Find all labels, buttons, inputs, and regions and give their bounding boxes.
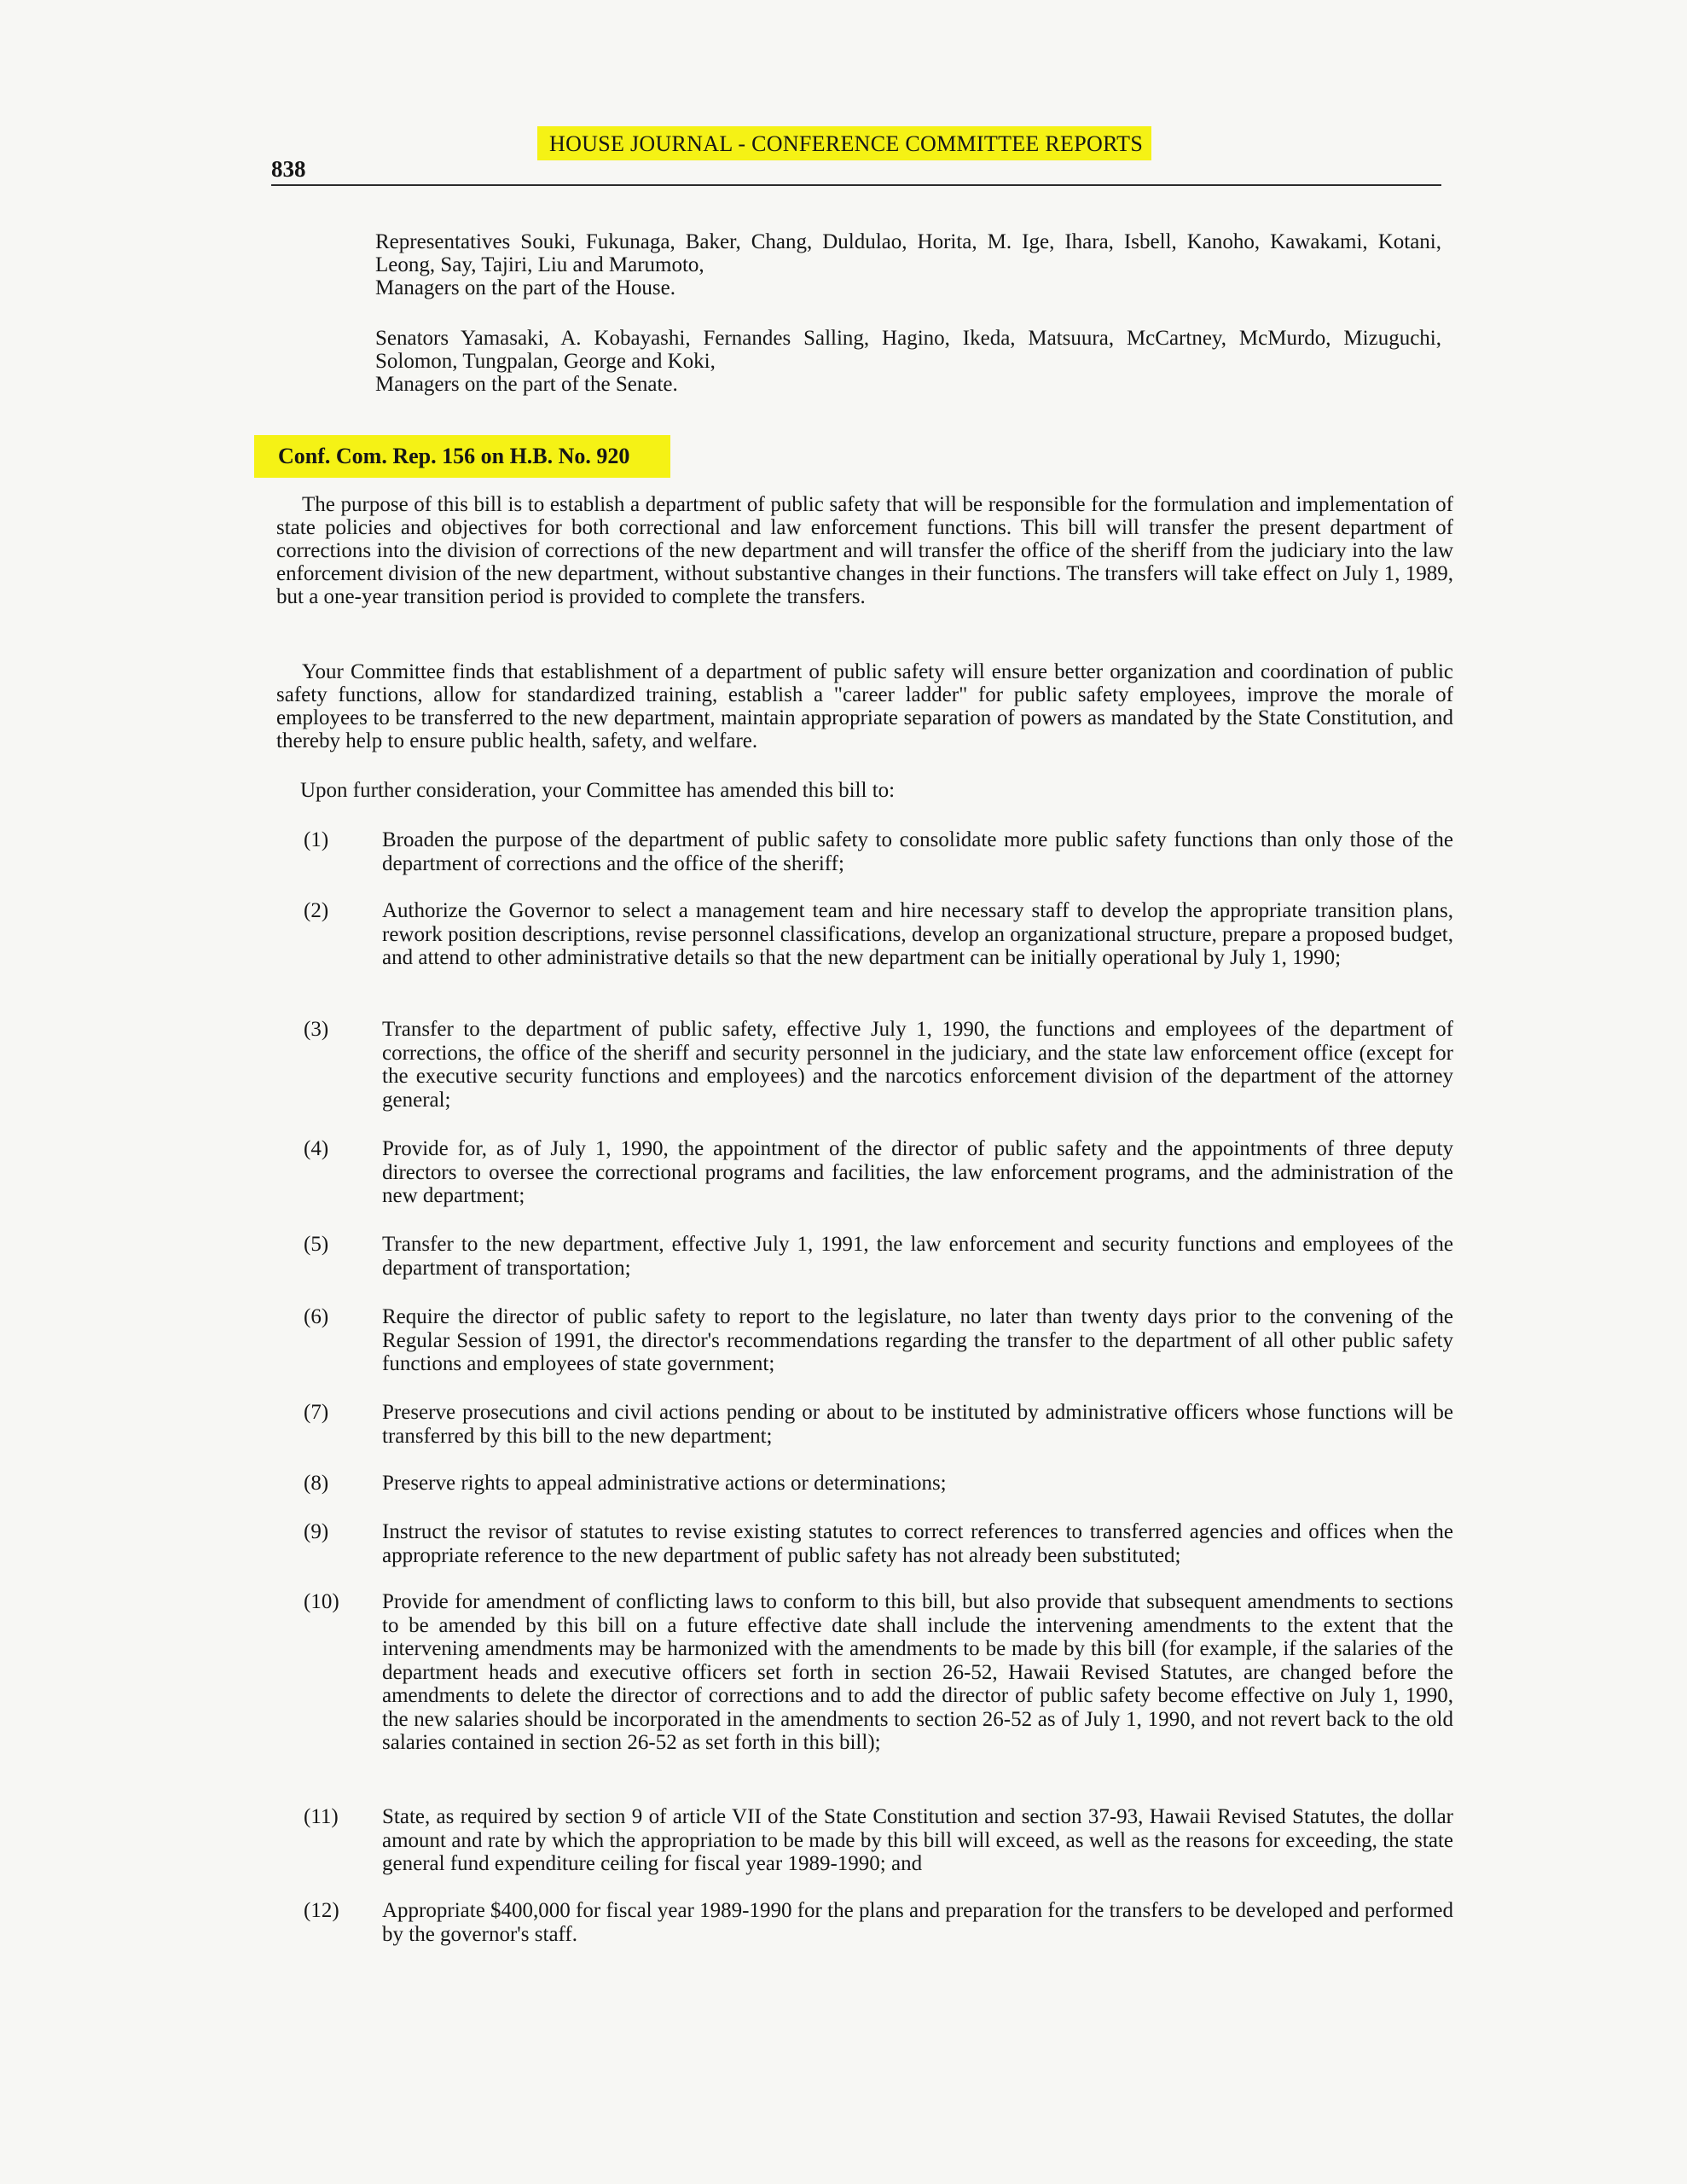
amendment-number: (6): [304, 1305, 329, 1328]
amendment-number: (11): [304, 1805, 339, 1828]
amendment-text: Transfer to the department of public safety, effective July 1, 1990, the functions and employees of the department of corrections, the office of the sheriff and security personnel in the judiciary, and the state law enforcement office (except for the executive security functions and employees) and the narcotics enforcement division of the department of the attorney general;: [382, 1018, 1453, 1112]
amendment-number: (3): [304, 1018, 329, 1041]
amendment-number: (7): [304, 1401, 329, 1424]
house-managers-names: Representatives Souki, Fukunaga, Baker, Chang, Duldulao, Horita, M. Ige, Ihara, Isbell, Kanoho, Kawakami, Kotani, Leong, Say, Tajiri, Liu and Marumoto,: [375, 230, 1441, 276]
purpose-paragraph: The purpose of this bill is to establish a department of public safety that will be responsible for the formulation and implementation of state policies and objectives for both correctional and law enforcement functions. This bill will transfer the present department of corrections into the division of corrections of the new department and will transfer the office of the sheriff from the judiciary into the law enforcement division of the new department, without substantive changes in their functions. The transfers will take effect on July 1, 1989, but a one-year transition period is provided to complete the transfers.: [276, 493, 1453, 608]
amendment-number: (5): [304, 1233, 329, 1256]
amendment-text: Broaden the purpose of the department of public safety to consolidate more public safety functions than only those of the department of corrections and the office of the sheriff;: [382, 828, 1453, 875]
amendment-text: Instruct the revisor of statutes to revise existing statutes to correct references to transferred agencies and offices when the appropriate reference to the new department of public safety has not already been substituted;: [382, 1520, 1453, 1567]
senate-managers-label: Managers on the part of the Senate.: [375, 373, 678, 396]
senate-managers: [375, 327, 1441, 396]
amendment-text: Preserve rights to appeal administrative actions or determinations;: [382, 1472, 947, 1495]
house-managers: [375, 230, 1441, 299]
amendment-number: (10): [304, 1590, 339, 1613]
journal-title: HOUSE JOURNAL - CONFERENCE COMMITTEE REPORTS: [537, 126, 1151, 160]
report-heading: Conf. Com. Rep. 156 on H.B. No. 920: [254, 435, 670, 478]
amendment-number: (12): [304, 1899, 339, 1922]
page-number: 838: [271, 156, 306, 182]
amendment-text: Preserve prosecutions and civil actions pending or about to be instituted by administrative officers whose functions will be transferred by this bill to the new department;: [382, 1401, 1453, 1448]
amendment-number: (9): [304, 1520, 329, 1543]
amendment-number: (2): [304, 899, 329, 922]
senate-managers-names: Senators Yamasaki, A. Kobayashi, Fernandes Salling, Hagino, Ikeda, Matsuura, McCartney, McMurdo, Mizuguchi, Solomon, Tungpalan, George and Koki,: [375, 327, 1441, 373]
amendments-intro: Upon further consideration, your Committee has amended this bill to:: [300, 779, 896, 802]
amendment-text: Provide for, as of July 1, 1990, the appointment of the director of public safety and the appointments of three deputy directors to oversee the correctional programs and facilities, the law enforcement programs, and the administration of the new department;: [382, 1137, 1453, 1207]
amendment-text: Appropriate $400,000 for fiscal year 1989-1990 for the plans and preparation for the transfers to be developed and performed by the governor's staff.: [382, 1899, 1453, 1946]
house-managers-label: Managers on the part of the House.: [375, 276, 675, 299]
amendment-text: Transfer to the new department, effective July 1, 1991, the law enforcement and security functions and employees of the department of transportation;: [382, 1233, 1453, 1280]
amendment-text: Require the director of public safety to report to the legislature, no later than twenty days prior to the convening of the Regular Session of 1991, the director's recommendations regarding the transfer to the department of all other public safety functions and employees of state government;: [382, 1305, 1453, 1375]
amendment-number: (8): [304, 1472, 329, 1495]
findings-paragraph: Your Committee finds that establishment of a department of public safety will ensure better organization and coordination of public safety functions, allow for standardized training, establish a "career ladder" for public safety employees, improve the morale of employees to be transferred to the new department, maintain appropriate separation of powers as mandated by the State Constitution, and thereby help to ensure public health, safety, and welfare.: [276, 660, 1453, 752]
amendment-text: Authorize the Governor to select a management team and hire necessary staff to develop the appropriate transition plans, rework position descriptions, revise personnel classifications, develop an organizational structure, prepare a proposed budget, and attend to other administrative details so that the new department can be initially operational by July 1, 1990;: [382, 899, 1453, 969]
amendment-text: State, as required by section 9 of article VII of the State Constitution and section 37-93, Hawaii Revised Statutes, the dollar amount and rate by which the appropriation to be made by this bill will exceed, as well as the reasons for exceeding, the state general fund expenditure ceiling for fiscal year 1989-1990; and: [382, 1805, 1453, 1875]
amendment-text: Provide for amendment of conflicting laws to conform to this bill, but also provide that subsequent amendments to sections to be amended by this bill on a future effective date shall include the intervening amendments to the extent that the intervening amendments may be harmonized with the amendments to be made by this bill (for example, if the salaries of the department heads and executive officers set forth in section 26-52, Hawaii Revised Statutes, are changed before the amendments to delete the director of corrections and to add the director of public safety become effective on July 1, 1990, the new salaries should be incorporated in the amendments to section 26-52 as of July 1, 1990, and not revert back to the old salaries contained in section 26-52 as set forth in this bill);: [382, 1590, 1453, 1754]
amendment-number: (1): [304, 828, 329, 851]
amendment-number: (4): [304, 1137, 329, 1160]
header-rule: [271, 184, 1441, 186]
